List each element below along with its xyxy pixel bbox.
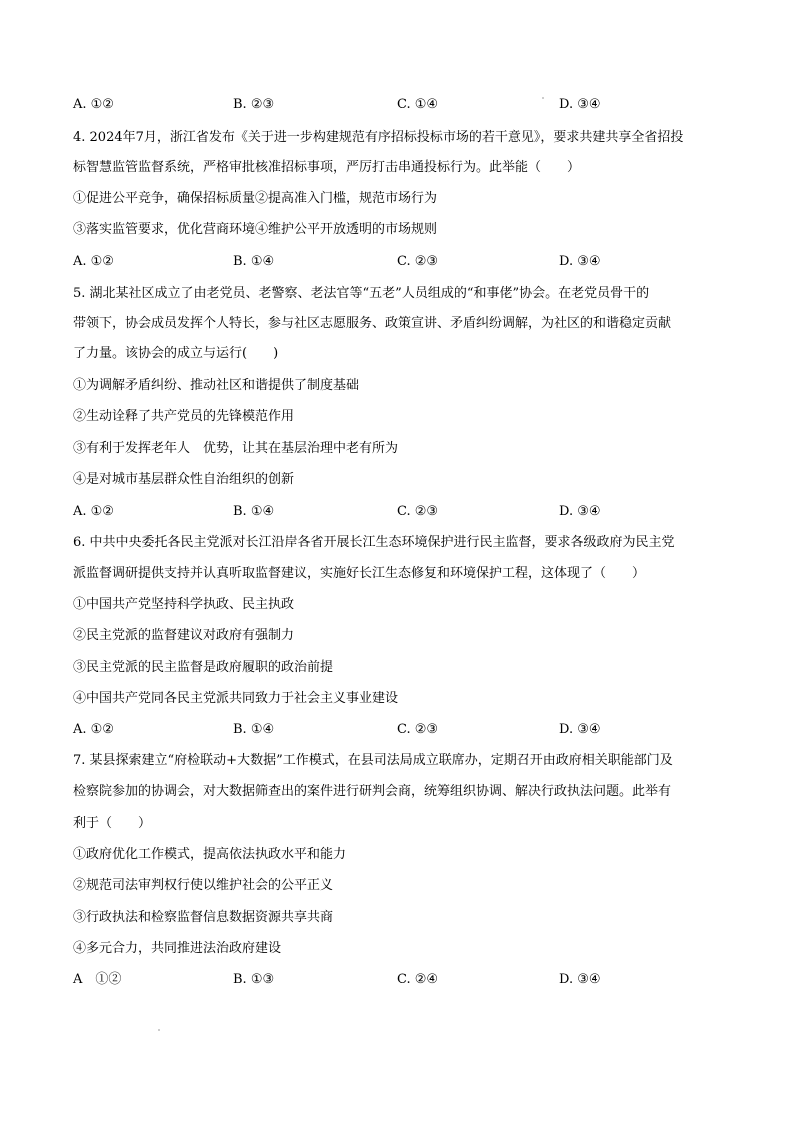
q6-stem-line-2: 派监督调研提供支持并认真听取监督建议，实施好长江生态修复和环境保护工程，这体现了（ ） <box>73 566 646 581</box>
q6-statement-3: ③民主党派的民主监督是政府履职的政治前提 <box>73 660 334 675</box>
q7-stem-line-2: 检察院参加的协调会，对大数据筛查出的案件进行研判会商，统筹组织协调、解决行政执法问题。此举有 <box>73 784 672 799</box>
q5-statement-3: ③有利于发挥老年人 优势，让其在基层治理中老有所为 <box>73 441 399 456</box>
q4-stem-line-1: 4. 2024年7月，浙江省发布《关于进一步构建规范有序招标投标市场的若干意见》，要求共建共享全省招投 <box>73 130 684 145</box>
q5-statement-1: ①为调解矛盾纠纷、推动社区和谐提供了制度基础 <box>73 378 360 393</box>
q7-option-a: A ①② <box>73 972 122 987</box>
q3-option-c: C. ①④ <box>397 97 439 112</box>
q6-option-b: B. ①④ <box>233 722 275 737</box>
q7-statement-1: ①政府优化工作模式，提高依法执政水平和能力 <box>73 847 347 862</box>
q3-option-b: B. ②③ <box>233 97 275 112</box>
q3-options-row <box>73 97 723 113</box>
q5-statement-2: ②生动诠释了共产党员的先锋模范作用 <box>73 409 295 424</box>
q7-statement-3: ③行政执法和检察监督信息数据资源共享共商 <box>73 910 334 925</box>
scan-speck <box>542 97 544 99</box>
q5-stem-line-3: 了力量。该协会的成立与运行( ) <box>73 346 279 361</box>
q7-option-c: C. ②④ <box>397 972 439 987</box>
q7-option-b: B. ①③ <box>233 972 275 987</box>
q5-options-row <box>73 504 723 520</box>
q6-stem-line-1: 6. 中共中央委托各民主党派对长江沿岸各省开展长江生态环境保护进行民主监督，要求各级政府为民主党 <box>73 535 675 550</box>
q5-stem-line-2: 带领下，协会成员发挥个人特长，参与社区志愿服务、政策宣讲、矛盾纠纷调解，为社区的和谐稳定贡献 <box>73 316 672 331</box>
q4-option-a: A. ①② <box>73 254 114 269</box>
q6-statement-2: ②民主党派的监督建议对政府有强制力 <box>73 628 295 643</box>
q5-statement-4: ④是对城市基层群众性自治组织的创新 <box>73 472 295 487</box>
q5-option-a: A. ①② <box>73 504 114 519</box>
q7-statement-2: ②规范司法审判权行使以维护社会的公平正义 <box>73 878 334 893</box>
q7-statement-4: ④多元合力，共同推进法治政府建设 <box>73 941 282 956</box>
q6-option-c: C. ②③ <box>397 722 439 737</box>
q4-option-d: D. ③④ <box>559 254 601 269</box>
q6-option-d: D. ③④ <box>559 722 601 737</box>
q6-option-a: A. ①② <box>73 722 114 737</box>
q4-stem-line-2: 标智慧监管监督系统，严格审批核准招标事项，严厉打击串通投标行为。此举能（ ） <box>73 160 581 175</box>
q7-option-d: D. ③④ <box>559 972 601 987</box>
q7-stem-line-1: 7. 某县探索建立“府检联动+大数据”工作模式，在县司法局成立联席办，定期召开由政府相关职能部门及 <box>73 753 673 768</box>
q5-option-b: B. ①④ <box>233 504 275 519</box>
q4-option-b: B. ①④ <box>233 254 275 269</box>
q3-option-d: D. ③④ <box>559 97 601 112</box>
q5-stem-line-1: 5. 湖北某社区成立了由老党员、老警察、老法官等“五老”人员组成的“和事佬”协会。在老党员骨干的 <box>73 286 650 301</box>
q4-statement-line-2: ③落实监管要求，优化营商环境④维护公平开放透明的市场规则 <box>73 222 438 237</box>
q7-options-row <box>73 972 723 988</box>
q4-statement-line-1: ①促进公平竞争，确保招标质量②提高准入门槛，规范市场行为 <box>73 191 438 206</box>
q6-statement-4: ④中国共产党同各民主党派共同致力于社会主义事业建设 <box>73 691 399 706</box>
q4-option-c: C. ②③ <box>397 254 439 269</box>
q6-statement-1: ①中国共产党坚持科学执政、民主执政 <box>73 597 295 612</box>
q5-option-d: D. ③④ <box>559 504 601 519</box>
q7-stem-line-3: 利于（ ） <box>73 816 152 831</box>
q3-option-a: A. ①② <box>73 97 114 112</box>
scan-speck <box>158 1029 160 1031</box>
q4-options-row <box>73 254 723 270</box>
q6-options-row <box>73 722 723 738</box>
q5-option-c: C. ②③ <box>397 504 439 519</box>
